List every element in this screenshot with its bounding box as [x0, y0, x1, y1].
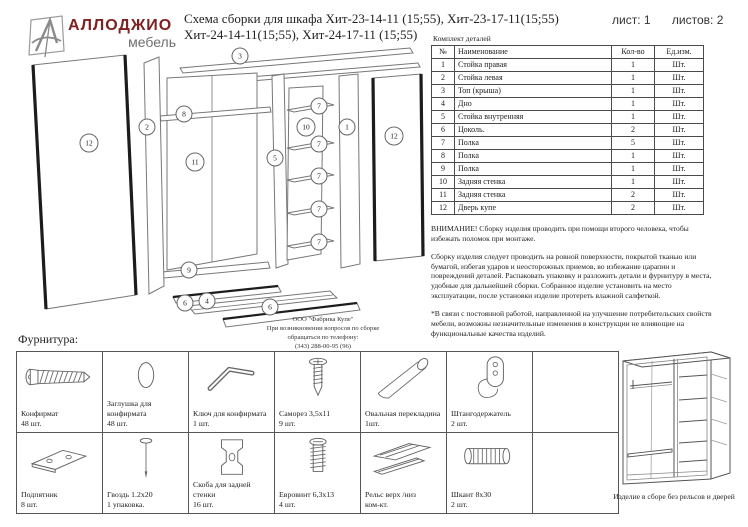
internal-upright-panel	[272, 74, 288, 268]
callout-7	[311, 136, 327, 152]
hardware-label: Овальная перекладина 1шт.	[365, 409, 441, 429]
hardware-label: Подпятник 8 шт.	[21, 490, 58, 510]
svg-text:7: 7	[317, 204, 321, 214]
cap-icon	[103, 354, 188, 400]
left-side-panel	[144, 57, 164, 294]
sheet-value: 1	[643, 13, 651, 27]
right-side-panel	[339, 74, 360, 268]
table-row: 12 Дверь купе 2 Шт.	[432, 202, 704, 215]
table-row: 11 Задняя стенка 2 Шт.	[432, 189, 704, 202]
callout-8	[176, 106, 192, 122]
svg-text:12: 12	[85, 138, 93, 148]
hardware-section-title: Фурнитура:	[18, 332, 79, 346]
warning-text: ВНИМАНИЕ! Сборку изделия проводить при помощи второго человека, чтобы избежать поломок при монтаже.	[431, 224, 689, 243]
callout-4	[199, 293, 215, 309]
callout-7	[311, 234, 327, 250]
svg-text:2: 2	[145, 122, 149, 132]
col-quantity: Кол-во	[612, 46, 655, 59]
svg-text:7: 7	[317, 171, 321, 181]
assembled-caption: Изделие в сборе без рельсов и дверей	[613, 492, 735, 501]
col-number: №	[432, 46, 455, 59]
table-row: 3 Топ (крыша) 1 Шт.	[432, 85, 704, 98]
manufacturer-contact	[243, 316, 403, 352]
callout-7	[311, 201, 327, 217]
brand-subtitle: мебель	[128, 34, 176, 50]
parts-table-caption: Комплект деталей	[433, 34, 491, 43]
hardware-cell-rail-profile	[361, 433, 447, 514]
callout-10	[297, 118, 315, 136]
foot-plate-icon	[17, 435, 102, 481]
bracket-icon	[189, 435, 274, 481]
assembled-wardrobe-drawing	[616, 344, 742, 490]
hardware-cell-empty	[533, 352, 619, 433]
table-row: 5 Стойка внутренняя 1 Шт.	[432, 111, 704, 124]
hardware-cell-screw	[275, 352, 361, 433]
svg-text:12: 12	[390, 131, 398, 141]
callout-9	[181, 262, 197, 278]
screw-icon	[275, 354, 360, 400]
sheets-value: 2	[716, 13, 724, 27]
instructions-text: Сборку изделия следует проводить на ровной поверхности, покрытой тканью или бумагой, избегая ударов и неосторожных приемов, во избежание царапин и повреждений деталей. Распаковать упаковку и разложить детали и фурнитуру в места, удобные для дальнейшей сборки. Собранное изделие установить на место эксплуатации, после установки изделие протереть влажной салфеткой.	[431, 251, 712, 301]
callout-6-right	[262, 299, 278, 315]
table-row: 8 Полка 1 Шт.	[432, 150, 704, 163]
sheet-label: лист:	[612, 13, 641, 27]
hardware-cell-rod-holder	[447, 352, 533, 433]
hardware-label: Заглушка для конфирмата 48 шт.	[107, 399, 152, 429]
dowel-icon	[447, 435, 532, 481]
svg-text:6: 6	[183, 298, 187, 308]
hardware-cell-hexkey	[189, 352, 275, 433]
table-row: 4 Дно 1 Шт.	[432, 98, 704, 111]
svg-text:1: 1	[345, 122, 349, 132]
col-unit: Ед.изм.	[655, 46, 704, 59]
svg-text:5: 5	[273, 153, 277, 163]
page-title-line1: Схема сборки для шкафа Хит-23-14-11 (15;55), Хит-23-17-11(15;55)	[184, 11, 559, 26]
hardware-label: Рельс верх /низ ком-кт.	[365, 490, 416, 510]
sliding-door-right	[373, 74, 423, 261]
hex-key-icon	[189, 354, 274, 400]
sliding-door-left	[33, 55, 136, 309]
hardware-cell-confirmat	[17, 352, 103, 433]
parts-table	[431, 45, 704, 215]
nail-icon	[103, 435, 188, 481]
sheet-info	[612, 13, 723, 27]
hardware-cell-foot-plate	[17, 433, 103, 514]
hardware-label: Саморез 3,5х11 9 шт.	[279, 409, 331, 429]
svg-text:10: 10	[302, 122, 310, 132]
hardware-cell-euro-screw	[275, 433, 361, 514]
rail-profile-icon	[361, 435, 446, 481]
brand-name: АЛЛОДЖИО	[68, 17, 173, 34]
callout-11	[186, 153, 204, 171]
page-title	[184, 11, 584, 44]
hardware-grid	[16, 351, 619, 514]
callout-7	[311, 98, 327, 114]
svg-text:8: 8	[182, 109, 186, 119]
callout-1	[339, 119, 355, 135]
manufacturer-phone: (343) 288-00-95 (96)	[294, 342, 352, 350]
callout-3	[232, 48, 248, 64]
sheets-label: листов:	[671, 13, 714, 27]
svg-text:9: 9	[187, 265, 191, 275]
hardware-cell-empty	[533, 433, 619, 514]
hardware-label: Скоба для задней стенки 16 шт.	[193, 480, 251, 510]
svg-text:7: 7	[317, 139, 321, 149]
hardware-label: Евровинт 6,3х13 4 шт.	[279, 490, 335, 510]
callout-5	[267, 150, 283, 166]
svg-text:11: 11	[191, 157, 199, 167]
svg-text:6: 6	[268, 302, 272, 312]
hardware-cell-oval-rail	[361, 352, 447, 433]
hardware-cell-cap	[103, 352, 189, 433]
confirmat-screw-icon	[17, 354, 102, 400]
oval-rail-icon	[361, 354, 446, 400]
svg-text:3: 3	[238, 51, 242, 61]
callout-12-right	[385, 127, 403, 145]
hardware-label: Ключ для конфирмата 1 шт.	[193, 409, 267, 429]
callout-7	[311, 168, 327, 184]
table-row: 1 Стойка правая 1 Шт.	[432, 59, 704, 72]
euro-screw-icon	[275, 435, 360, 481]
svg-text:7: 7	[317, 101, 321, 111]
hardware-label: Гвоздь 1.2х20 1 упаковка.	[107, 490, 153, 510]
disclaimer-text: *В связи с постоянной работой, направленной на улучшение потребительских свойств мебели, возможны незначительные изменения в конструкции не влияющие на функциональные качества изделий.	[431, 309, 712, 338]
svg-text:4: 4	[205, 296, 209, 306]
hardware-label: Конфирмат 48 шт.	[21, 409, 59, 429]
manufacturer-name: ООО "Фабрика Купе"	[292, 316, 354, 323]
callout-2	[139, 119, 155, 135]
table-row: 9 Полка 1 Шт.	[432, 163, 704, 176]
hardware-cell-dowel	[447, 433, 533, 514]
page-title-line2: Хит-24-14-11(15;55), Хит-24-17-11 (15;55)	[184, 27, 418, 43]
hardware-label: Шкант 8х30 2 шт.	[451, 490, 492, 510]
table-row: 10 Задняя стенка 1 Шт.	[432, 176, 704, 189]
table-row: 7 Полка 5 Шт.	[432, 137, 704, 150]
col-name: Наименование	[455, 46, 612, 59]
rod-holder-icon	[447, 354, 532, 400]
parts-table-header-row	[432, 46, 704, 59]
callout-12-left	[80, 134, 98, 152]
hardware-cell-bracket	[189, 433, 275, 514]
callout-6-left	[177, 295, 193, 311]
notes-block	[431, 224, 719, 347]
table-row: 6 Цоколь. 2 Шт.	[432, 124, 704, 137]
manufacturer-note: При возникновении вопросов по сборке	[266, 324, 380, 332]
svg-text:7: 7	[317, 237, 321, 247]
manufacturer-note2: обращаться по телефону:	[287, 333, 359, 341]
exploded-assembly-diagram	[25, 45, 425, 335]
hardware-label: Штангодержатель 2 шт.	[451, 409, 511, 429]
hardware-cell-nail	[103, 433, 189, 514]
table-row: 2 Стойка левая 1 Шт.	[432, 72, 704, 85]
